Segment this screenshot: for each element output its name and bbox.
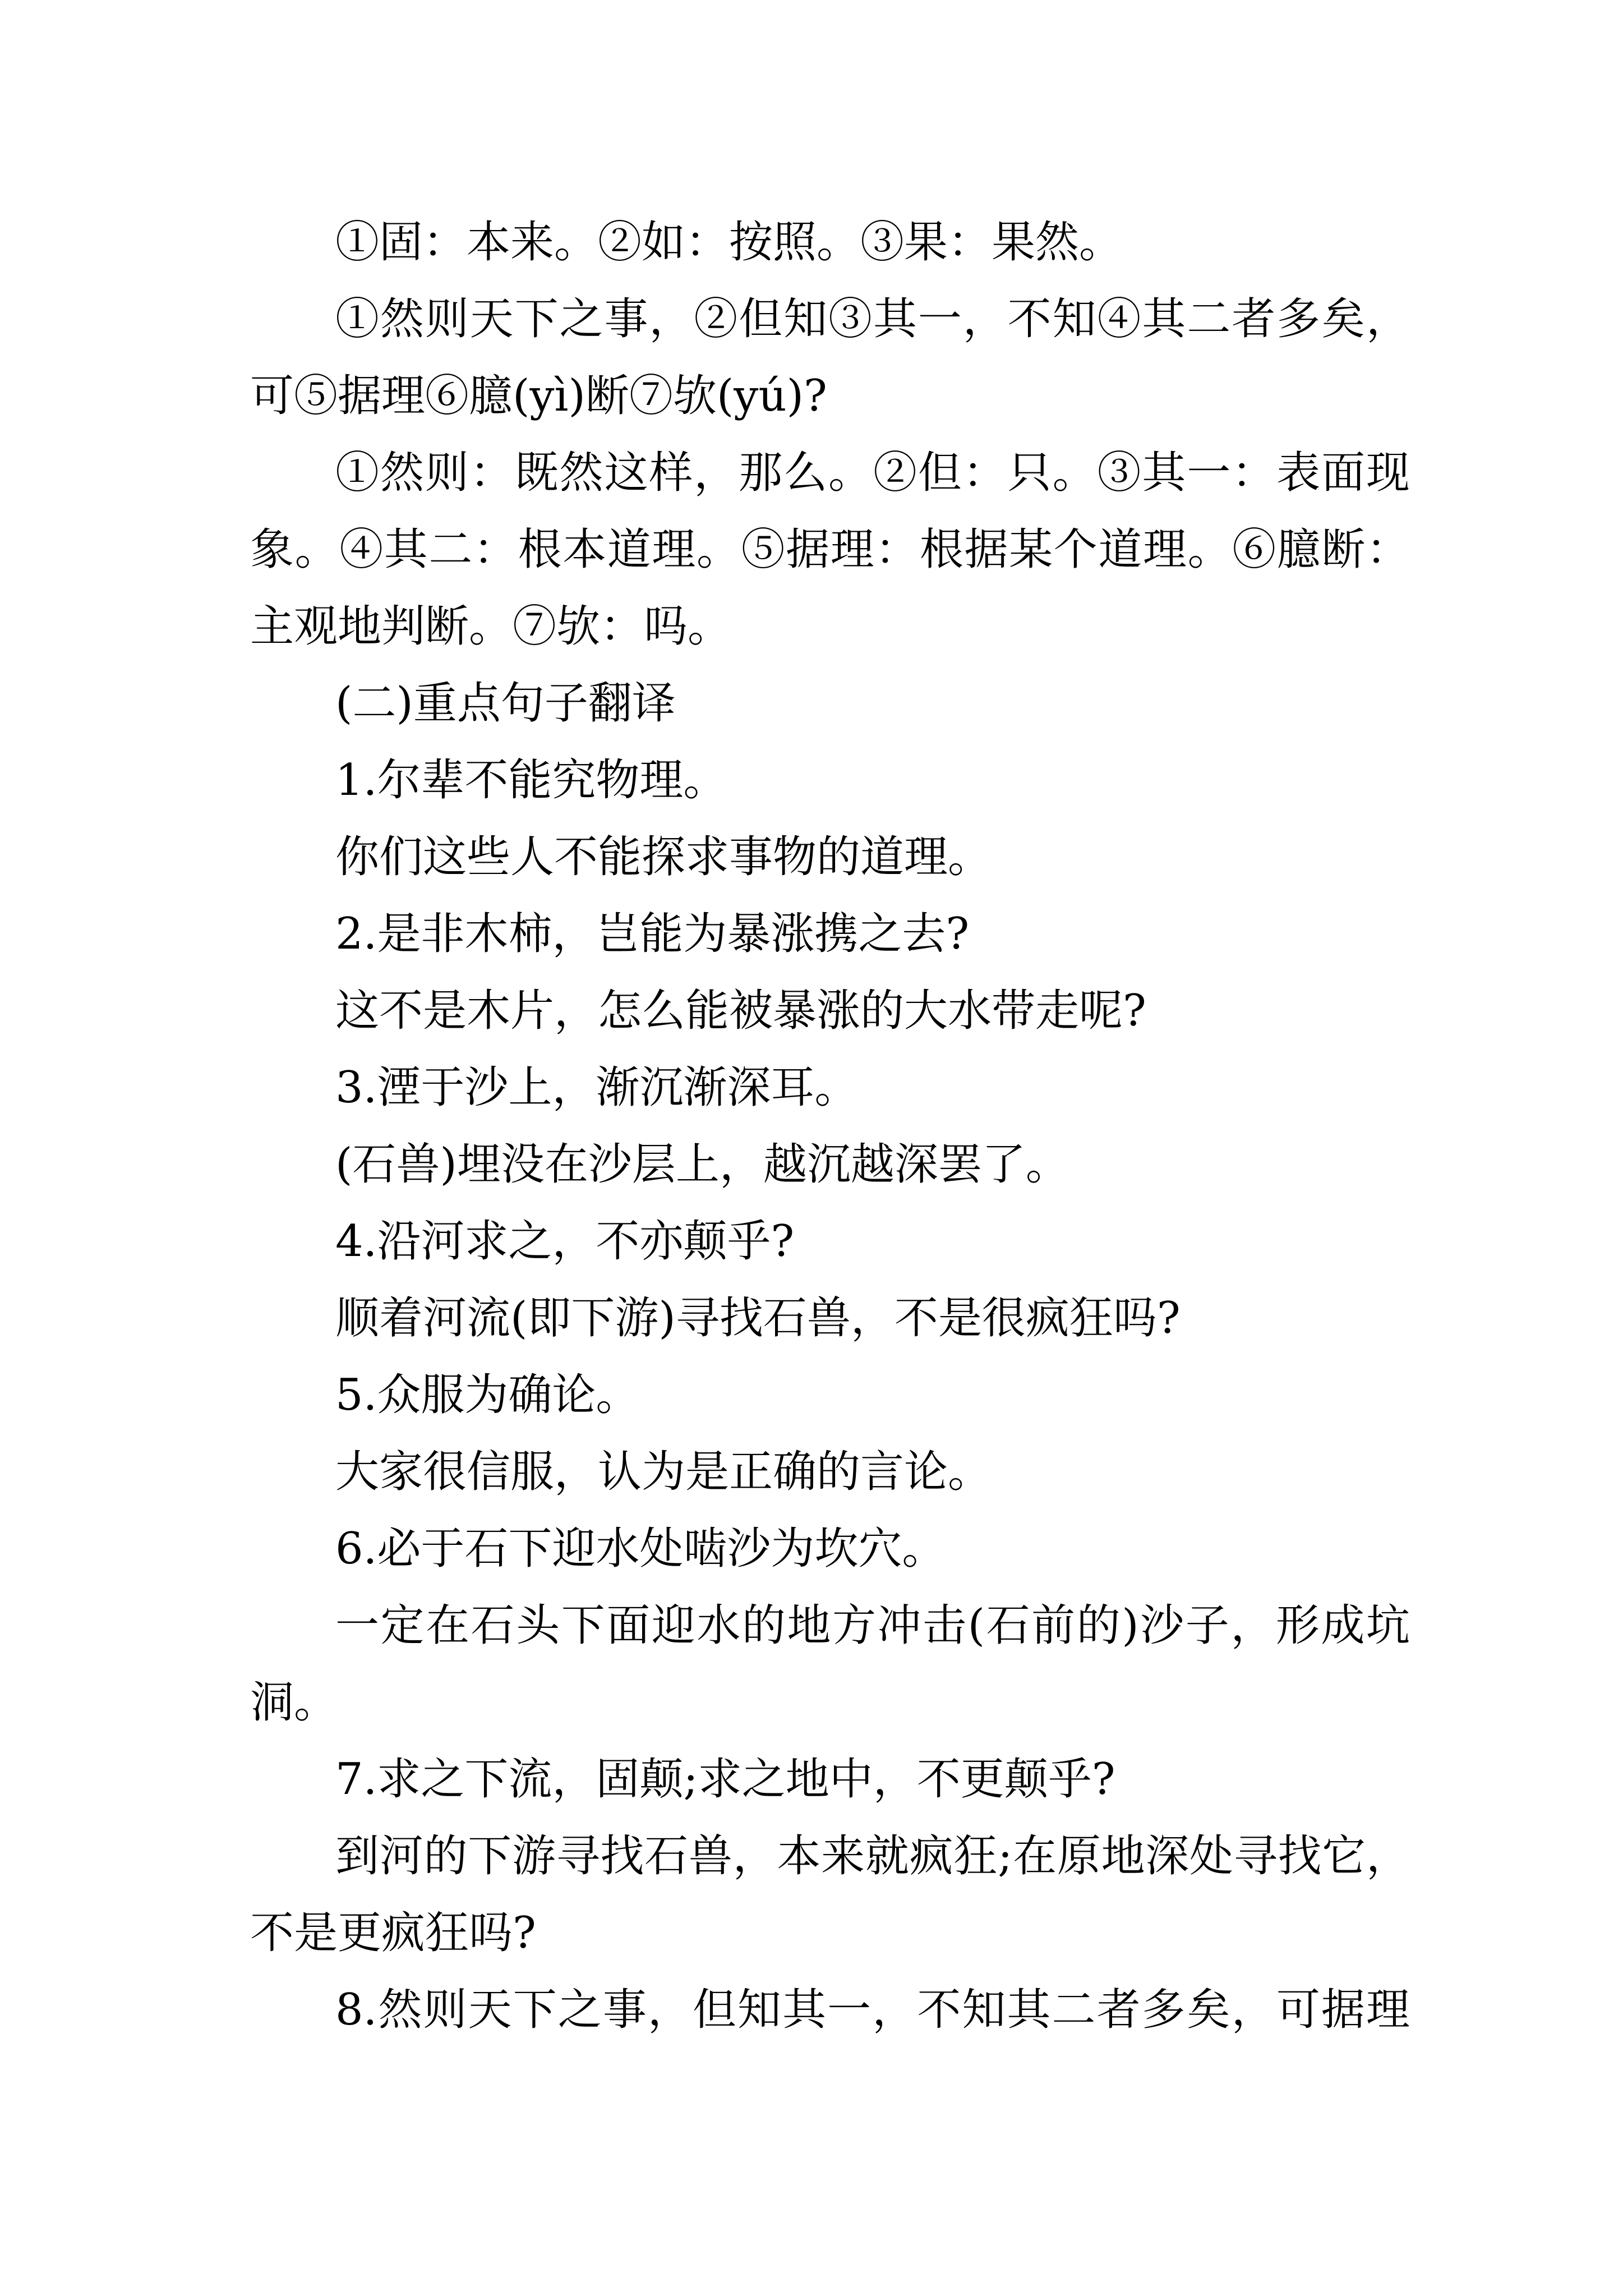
text-line: ①然则：既然这样，那么。②但：只。③其一：表面现 [335,448,1410,498]
sentence-translation [250,1126,1410,1203]
text-line: 6.必于石下迎水处啮沙为坎穴。 [335,1524,946,1574]
document-body [250,204,1410,2049]
text-line: ①然则天下之事，②但知③其一，不知④其二者多矣， [335,294,1410,344]
text-line: 象。④其二：根本道理。⑤据理：根据某个道理。⑥臆断： [250,524,1410,575]
text-line: 洞。 [250,1677,338,1728]
text-line: 到河的下游寻找石兽，本来就疯狂;在原地深处寻找它， [335,1831,1410,1881]
text-line: 顺着河流(即下游)寻找石兽，不是很疯狂吗? [335,1293,1181,1343]
text-line: 4.沿河求之，不亦颠乎? [335,1216,795,1267]
text-line: 可⑤据理⑥臆(yì)断⑦欤(yú)? [250,371,827,421]
text-line: 一定在石头下面迎水的地方冲击(石前的)沙子，形成坑 [335,1600,1410,1651]
sentence-original [250,1357,1410,1434]
text-line: 主观地判断。⑦欤：吗。 [250,601,732,652]
text-line: 2.是非木柿，岂能为暴涨携之去? [335,909,970,959]
text-line: (石兽)埋没在沙层上，越沉越深罢了。 [335,1139,1069,1190]
sentence-translation [250,973,1410,1050]
text-line: 8.然则天下之事，但知其一，不知其二者多矣，可据理 [335,1985,1410,2035]
source-sentence-paragraph [250,281,1410,435]
text-line: 大家很信服，认为是正确的言论。 [335,1447,992,1497]
text-line: 5.众服为确论。 [335,1370,640,1420]
sentence-original [250,1511,1410,1588]
text-line: 这不是木片，怎么能被暴涨的大水带走呢? [335,986,1146,1036]
sentence-original [250,742,1410,819]
text-line: 7.求之下流，固颠;求之地中，不更颠乎? [335,1754,1115,1805]
text-line: 不是更疯狂吗? [250,1908,536,1958]
sentence-translation [250,1280,1410,1357]
sentence-translation [250,1818,1410,1972]
sentence-translation [250,1434,1410,1511]
text-line: 3.湮于沙上，渐沉渐深耳。 [335,1062,859,1113]
gloss-paragraph [250,204,1410,281]
sentence-original [250,1050,1410,1126]
text-line: 你们这些人不能探求事物的道理。 [335,832,992,882]
sentence-original [250,896,1410,973]
sentence-translation [250,819,1410,896]
gloss-paragraph [250,435,1410,665]
sentence-original [250,1203,1410,1280]
text-line: ①固：本来。②如：按照。③果：果然。 [335,217,1123,268]
sentence-original [250,1972,1410,2049]
section-heading-text: (二)重点句子翻译 [335,678,676,729]
sentence-original [250,1741,1410,1818]
sentence-translation [250,1588,1410,1741]
text-line: 1.尔辈不能究物理。 [335,755,727,806]
section-heading [250,665,1410,742]
